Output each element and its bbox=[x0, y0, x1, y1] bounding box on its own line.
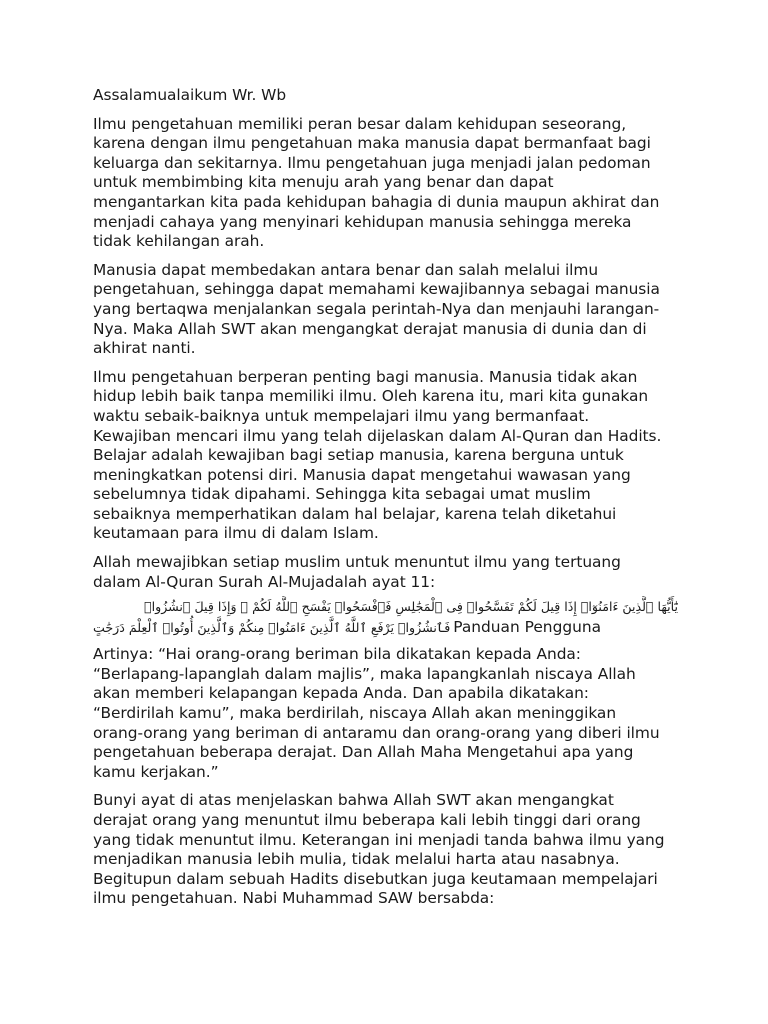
arabic-verse-row bbox=[93, 617, 678, 638]
paragraph-3 bbox=[93, 368, 678, 544]
arabic-verse bbox=[93, 596, 678, 638]
paragraph-2 bbox=[93, 261, 678, 359]
text-line: kamu kerjakan.” bbox=[93, 762, 219, 781]
text-line: meningkatkan potensi diri. Manusia dapat mengetahui wawasan yang bbox=[93, 465, 631, 484]
text-line: sebelumnya tidak dipahami. Sehingga kita sebagai umat muslim bbox=[93, 485, 591, 504]
text-line: dalam Al-Quran Surah Al-Mujadalah ayat 11: bbox=[93, 572, 436, 591]
paragraph-4 bbox=[93, 553, 678, 592]
text-line: keluarga dan sekitarnya. Ilmu pengetahuan juga menjadi jalan pedoman bbox=[93, 153, 651, 172]
text-line: yang tidak menuntut ilmu. Keterangan ini menjadi tanda bahwa ilmu yang bbox=[93, 830, 665, 849]
text-line: keutamaan para ilmu di dalam Islam. bbox=[93, 524, 379, 543]
text-line: akan memberi kelapangan kepada Anda. Dan apabila dikatakan: bbox=[93, 684, 589, 703]
text-line: Artinya: “Hai orang-orang beriman bila dikatakan kepada Anda: bbox=[93, 645, 581, 664]
text-line: orang-orang yang beriman di antaramu dan orang-orang yang diberi ilmu bbox=[93, 723, 660, 742]
text-line: Bunyi ayat di atas menjelaskan bahwa Allah SWT akan mengangkat bbox=[93, 791, 614, 810]
text-line: derajat orang yang menuntut ilmu beberapa kali lebih tinggi dari orang bbox=[93, 811, 641, 829]
text-line: Manusia dapat membedakan antara benar dan salah melalui ilmu bbox=[93, 260, 599, 279]
arabic-verse-line: يَٰٓأَيُّهَا ٱلَّذِينَ ءَامَنُوٓا۟ إِذَا قِيلَ لَكُمْ تَفَسَّحُوا۟ فِى ٱلْمَجَٰلِسِ فَٱفْسَحُوا۟ يَفْسَحِ ٱللَّهُ لَكُمْ ۖ وَإِذَا قِيلَ ٱنشُزُوا۟ bbox=[144, 599, 678, 615]
arabic-verse-line: فَٱنشُزُوا۟ يَرْفَعِ ٱللَّهُ ٱلَّذِينَ ءَامَنُوا۟ مِنكُمْ وَٱلَّذِينَ أُوتُوا۟ ٱلْعِلْمَ دَرَجَٰتٍ bbox=[93, 620, 451, 636]
text-line: menjadi cahaya yang menyinari kehidupan manusia sehingga mereka bbox=[93, 212, 632, 231]
text-line: karena dengan ilmu pengetahuan maka manusia dapat bermanfaat bagi bbox=[93, 134, 651, 153]
paragraph-1 bbox=[93, 115, 678, 252]
paragraph-5 bbox=[93, 645, 678, 782]
text-line: pengetahuan beberapa derajat. Dan Allah Maha Mengetahui apa yang bbox=[93, 743, 634, 762]
text-line: ilmu pengetahuan. Nabi Muhammad SAW bersabda: bbox=[93, 889, 495, 908]
text-line: sebaiknya memperhatikan dalam hal belajar, karena telah diketahui bbox=[93, 504, 617, 523]
text-line: Belajar adalah kewajiban bagi setiap manusia, karena berguna untuk bbox=[93, 446, 624, 465]
text-line: pengetahuan, sehingga dapat memahami kewajibannya sebagai manusia bbox=[93, 280, 660, 299]
text-line: Nya. Maka Allah SWT akan mengangkat derajat manusia di dunia dan di bbox=[93, 319, 647, 338]
text-line: tidak kehilangan arah. bbox=[93, 232, 265, 251]
greeting: Assalamualaikum Wr. Wb bbox=[93, 86, 287, 104]
document-page bbox=[93, 86, 678, 918]
text-line: Ilmu pengetahuan memiliki peran besar dalam kehidupan seseorang, bbox=[93, 114, 627, 133]
text-line: “Berdirilah kamu”, maka berdirilah, niscaya Allah akan meninggikan bbox=[93, 704, 617, 723]
text-line: Begitupun dalam sebuah Hadits disebutkan juga keutamaan mempelajari bbox=[93, 869, 658, 888]
text-line: Allah mewajibkan setiap muslim untuk menuntut ilmu yang tertuang bbox=[93, 553, 621, 572]
text-line: akhirat nanti. bbox=[93, 339, 196, 358]
text-line: menjadikan manusia lebih mulia, tidak melalui harta atau nasabnya. bbox=[93, 850, 620, 869]
text-line: untuk membimbing kita menuju arah yang benar dan dapat bbox=[93, 173, 554, 192]
text-line: Kewajiban mencari ilmu yang telah dijelaskan dalam Al-Quran dan Hadits. bbox=[93, 426, 662, 445]
paragraph-6 bbox=[93, 791, 678, 909]
text-line: yang bertaqwa menjalankan segala perintah-Nya dan menjauhi larangan- bbox=[93, 299, 660, 318]
text-line: waktu sebaik-baiknya untuk mempelajari ilmu yang bermanfaat. bbox=[93, 406, 590, 425]
text-line: Ilmu pengetahuan berperan penting bagi manusia. Manusia tidak akan bbox=[93, 367, 638, 386]
text-line: hidup lebih baik tanpa memiliki ilmu. Oleh karena itu, mari kita gunakan bbox=[93, 387, 649, 406]
text-line: “Berlapang-lapanglah dalam majlis”, maka lapangkanlah niscaya Allah bbox=[93, 664, 636, 683]
text-line: mengantarkan kita pada kehidupan bahagia di dunia maupun akhirat dan bbox=[93, 192, 660, 211]
verse-suffix-text: Panduan Pengguna bbox=[453, 618, 602, 637]
